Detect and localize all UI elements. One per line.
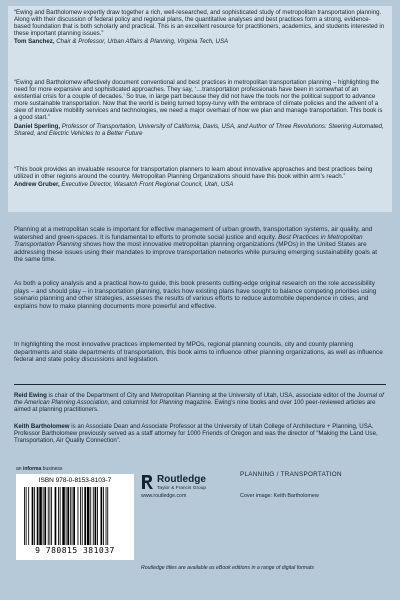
barcode-bar: [95, 487, 97, 545]
author-bio-text: magazine. Ewing’s nine books and over 100 peer-reviewed articles are aimed at planning practitioners.: [14, 399, 376, 414]
review-author: [14, 38, 386, 45]
journal-name: Journal of the American Planning Association: [14, 392, 384, 407]
book-title: Best Practices in Metropolitan Transportation Planning: [14, 233, 363, 248]
reviewer-title: Chair & Professor, Urban Affairs & Planning, Virginia Tech, USA: [56, 38, 229, 46]
description-paragraph-1: [14, 226, 386, 264]
review-gruber: [14, 166, 386, 188]
magazine-name: Planning: [159, 399, 183, 407]
reviewer-title: Professor of Transportation, University of California, Davis, USA, and Author of Three Revolutions: Steering Automated, Shared, and Electric Vehicles to a Better Future: [14, 122, 384, 137]
cover-image-credit: Cover image: Keith Bartholomew: [240, 493, 319, 499]
barcode-bar: [93, 487, 94, 545]
divider: [14, 384, 386, 385]
barcode-bar: [97, 487, 98, 545]
review-quote: “Ewing and Bartholomew expertly draw together a rich, well-researched, and sophisticated study of metropolitan transportation planning. Along with their discussion of federal policy and regional plans, the quantitative analyses and best practices form a strong, evidence-based foundation that is both scholarly and practical. This is an excellent resource for practitioners, academics, and students interested in these important planning issues.”: [14, 9, 385, 38]
ebook-note: Routledge titles are available as eBook editions in a range of digital formats: [141, 565, 315, 571]
barcode-bar: [73, 487, 75, 545]
barcode-box: [16, 474, 134, 560]
subject-category: PLANNING / TRANSPORTATION: [240, 471, 342, 478]
barcode-bar: [78, 487, 79, 545]
author-bio-bartholomew: [14, 423, 386, 445]
barcode-bar: [87, 487, 90, 545]
informa-suffix: business: [41, 466, 63, 472]
reviewer-name: Tom Sanchez,: [14, 38, 55, 46]
barcode-bar: [101, 487, 103, 545]
barcode-bar: [62, 487, 65, 545]
barcode-icon: [24, 487, 126, 545]
barcode-bar: [107, 487, 108, 545]
description-paragraph-2: As both a policy analysis and a practical how-to guide, this book presents cutting-edge original research on the role accessibility plays – and should play – in transportation planning, tracks how existing plans have sought to balance competing priorities using scenario planning and other strategies, assesses the results of various efforts to reduce automobile dependence in cities, and explains how to make planning documents more powerful and effective.: [14, 280, 377, 310]
barcode-bar: [24, 487, 25, 545]
barcode-bar: [32, 487, 34, 545]
barcode-bar: [51, 487, 52, 545]
publisher-url: www.routledge.com: [141, 493, 187, 499]
reviewer-name: Daniel Sperling,: [14, 122, 61, 130]
barcode-bar: [67, 487, 69, 545]
barcode-bar: [50, 487, 51, 545]
barcode-bar: [82, 487, 83, 545]
barcode-bar: [84, 487, 86, 545]
barcode-bar: [48, 487, 49, 545]
barcode-bar: [90, 487, 91, 545]
routledge-logo-icon: [141, 474, 154, 490]
barcode-bar: [26, 487, 27, 545]
barcode-bar: [58, 487, 59, 545]
informa-prefix: an: [16, 466, 23, 472]
isbn-label: ISBN 978-0-8153-8103-7: [38, 477, 112, 484]
barcode-bar: [103, 487, 104, 545]
author-bio-text: is an Associate Dean and Associate Professor at the University of Utah College of Architecture + Planning, USA. Professor Bartholomew previously served as a staff attorney for 1000 Friends of Oregon and was the director of “Making the Land Use, Transportation, Air Quality Connection”.: [14, 423, 378, 445]
barcode-bar: [37, 487, 39, 545]
informa-business-label: [16, 466, 62, 472]
review-author: [14, 181, 386, 188]
review-quote: “Ewing and Bartholomew effectively document conventional and best practices in metropolitan transportation planning – highlighting the need for more expansive and sophisticated approaches. They say, ‘…transportation professionals have been in somewhat of an existential crisis for a couple of decades.’ So true, in large part because they did not have the tools nor the political support to advance more sustainable transportation. Now that the world is being turned topsy-turvy with the embrace of climate policies and the advent of a slew of innovative mobility services and technologies, we need a major overhaul of how we plan and manage transportation. This book is a good start.”: [14, 79, 383, 122]
barcode-bar: [80, 487, 81, 545]
review-sperling: [14, 79, 386, 137]
reviewer-title: Executive Director, Wasatch Front Regional Council, Utah, USA: [61, 181, 234, 189]
informa-name: informa: [22, 466, 42, 472]
barcode-bar: [55, 487, 57, 545]
author-bio-ewing: [14, 392, 386, 414]
barcode-number: 9 780815 381037: [35, 546, 115, 555]
review-quote: “This book provides an invaluable resource for transportation planners to learn about innovative approaches and best practices being utilized in other regions around the country. Metropolitan Planning Organizations should have this book within arm’s reach.”: [14, 166, 373, 181]
barcode-bar: [60, 487, 61, 545]
barcode-bar: [43, 487, 44, 545]
publisher-group: Taylor & Francis Group: [157, 486, 207, 491]
review-sanchez: [14, 9, 386, 45]
review-box: [8, 6, 392, 212]
author-bio-text: , and columnist for: [107, 399, 160, 407]
barcode-bar: [34, 487, 35, 545]
author-name: Reid Ewing: [14, 392, 47, 399]
description-text: shows how the most innovative metropolitan planning organizations (MPOs) in the United States are addressing these issues using their mandates to improve transportation networks while pursuing emerging sustainability goals at the same time.: [14, 241, 378, 263]
description-text: Planning at a metropolitan scale is important for effective management of urban growth, transportation systems, air quality, and watershed and green-spaces. It is fundamental to efforts to promote social justice and equity.: [14, 226, 373, 241]
barcode-bar: [66, 487, 67, 545]
review-author: [14, 123, 386, 137]
description-paragraph-3: In highlighting the most innovative practices implemented by MPOs, regional planning councils, city and county planning departments and state departments of transportation, this book aims to influence other planning organizations, as well as influence federal and state policy discussions and legislation.: [14, 341, 383, 363]
barcode-bar: [106, 487, 107, 545]
publisher-name: Routledge: [157, 474, 206, 485]
reviewer-name: Andrew Gruber,: [14, 181, 60, 189]
barcode-bar: [28, 487, 29, 545]
barcode-bar: [72, 487, 73, 545]
barcode-bar: [70, 487, 71, 545]
barcode-bar: [39, 487, 42, 545]
author-name: Keith Bartholomew: [14, 423, 70, 430]
author-bio-text: is chair of the Department of City and Metropolitan Planning at the University of Utah, USA, associate editor of the: [46, 392, 358, 399]
barcode-bar: [44, 487, 46, 545]
